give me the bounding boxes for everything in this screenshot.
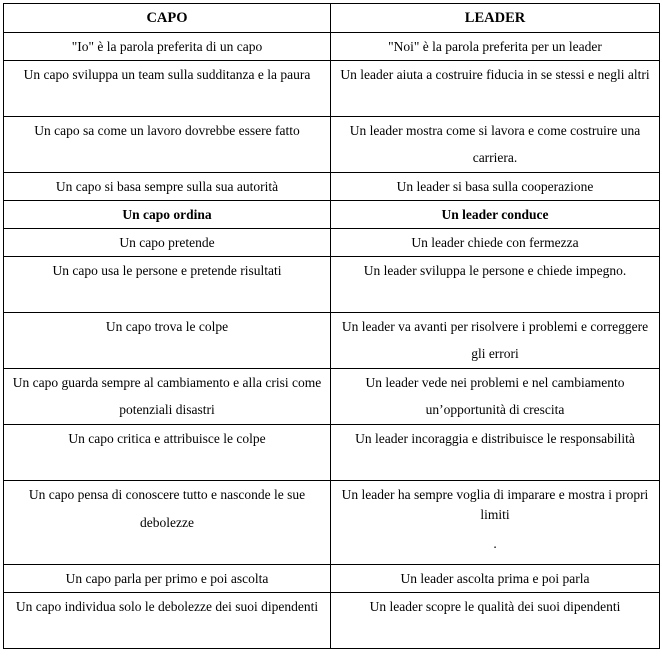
table-row [4, 257, 660, 313]
capo-cell: Un capo usa le persone e pretende risultati [4, 257, 331, 313]
capo-cell: Un capo parla per primo e poi ascolta [4, 565, 331, 593]
table-row [4, 229, 660, 257]
table-row [4, 173, 660, 201]
capo-cell: Un capo critica e attribuisce le colpe [4, 425, 331, 481]
leader-cell: Un leader sviluppa le persone e chiede impegno. [331, 257, 660, 313]
leader-cell: Un leader aiuta a costruire fiducia in se stessi e negli altri [331, 61, 660, 117]
leader-cell: Un leader scopre le qualità dei suoi dipendenti [331, 593, 660, 649]
leader-cell: Un leader vede nei problemi e nel cambiamento un’opportunità di crescita [331, 369, 660, 425]
capo-cell: Un capo trova le colpe [4, 313, 331, 369]
table-row [4, 61, 660, 117]
leader-cell [331, 481, 660, 565]
header-row [4, 4, 660, 33]
capo-cell: Un capo guarda sempre al cambiamento e alla crisi come potenziali disastri [4, 369, 331, 425]
leader-cell: Un leader chiede con fermezza [331, 229, 660, 257]
comparison-document [3, 3, 659, 649]
leader-cell: "Noi" è la parola preferita per un leader [331, 33, 660, 61]
capo-cell: Un capo pretende [4, 229, 331, 257]
leader-cell-text: Un leader ha sempre voglia di imparare e mostra i propri limiti [341, 487, 649, 522]
leader-cell: Un leader conduce [331, 201, 660, 229]
capo-leader-table [3, 3, 660, 649]
leader-cell: Un leader incoraggia e distribuisce le responsabilità [331, 425, 660, 481]
leader-cell: Un leader mostra come si lavora e come costruire una carriera. [331, 117, 660, 173]
table-row [4, 201, 660, 229]
capo-cell: Un capo individua solo le debolezze dei suoi dipendenti [4, 593, 331, 649]
capo-cell: Un capo sa come un lavoro dovrebbe essere fatto [4, 117, 331, 173]
capo-cell: Un capo ordina [4, 201, 331, 229]
header-leader: LEADER [331, 4, 660, 33]
capo-cell: Un capo si basa sempre sulla sua autorità [4, 173, 331, 201]
leader-cell: Un leader va avanti per risolvere i problemi e correggere gli errori [331, 313, 660, 369]
table-row [4, 481, 660, 565]
capo-cell: Un capo sviluppa un team sulla sudditanza e la paura [4, 61, 331, 117]
table-row [4, 593, 660, 649]
table-row [4, 565, 660, 593]
table-row [4, 369, 660, 425]
leader-cell: Un leader si basa sulla cooperazione [331, 173, 660, 201]
table-row [4, 425, 660, 481]
table-row [4, 117, 660, 173]
trailing-dot: . [493, 536, 497, 551]
leader-cell: Un leader ascolta prima e poi parla [331, 565, 660, 593]
header-capo: CAPO [4, 4, 331, 33]
capo-cell: Un capo pensa di conoscere tutto e nasconde le sue debolezze [4, 481, 331, 565]
table-row [4, 313, 660, 369]
table-row [4, 33, 660, 61]
capo-cell: "Io" è la parola preferita di un capo [4, 33, 331, 61]
